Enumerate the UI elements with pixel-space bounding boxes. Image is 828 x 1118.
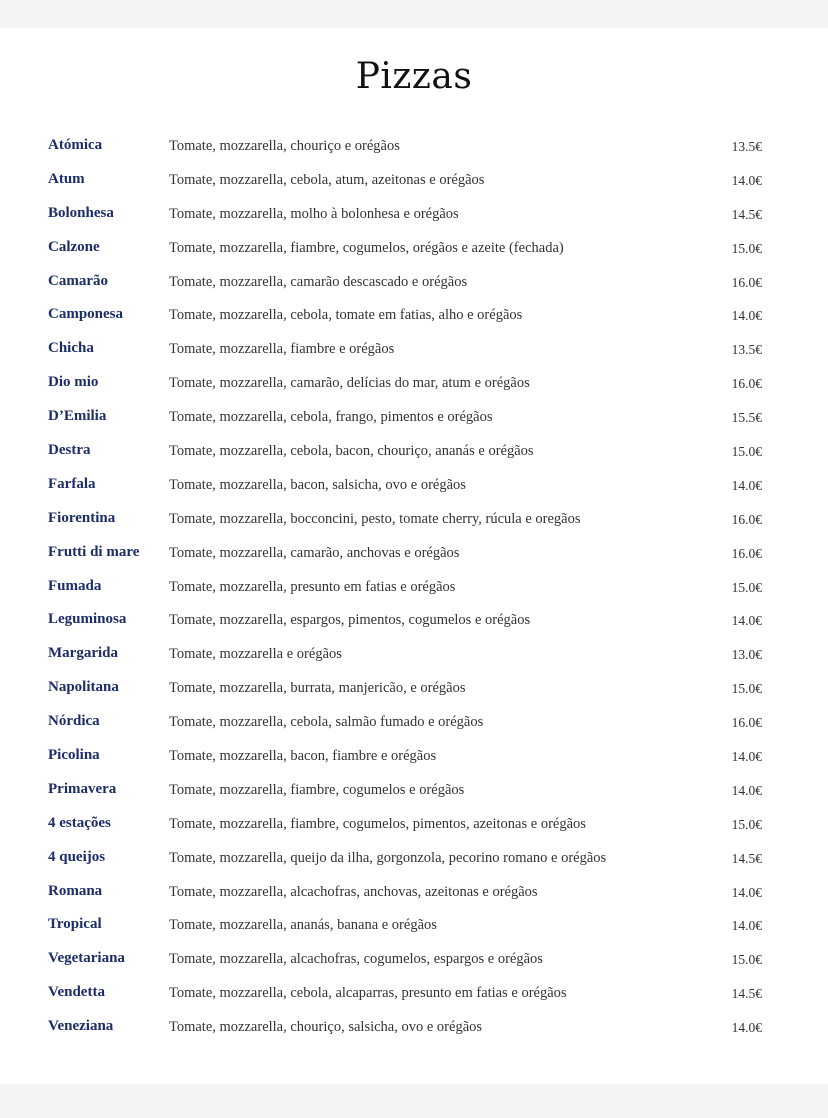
list-item bbox=[0, 1015, 828, 1049]
pizza-description: Tomate, mozzarella, fiambre e orégãos bbox=[169, 341, 395, 358]
list-item bbox=[0, 676, 828, 710]
pizza-price: 16.0€ bbox=[731, 376, 762, 392]
pizza-description: Tomate, mozzarella, bocconcini, pesto, tomate cherry, rúcula e oregãos bbox=[169, 510, 581, 527]
pizza-price: 14.5€ bbox=[731, 986, 762, 1002]
pizza-name: Dio mio bbox=[48, 374, 99, 391]
pizza-description: Tomate, mozzarella, camarão descascado e orégãos bbox=[169, 273, 468, 290]
pizza-name: Fiorentina bbox=[48, 509, 116, 526]
pizza-description: Tomate, mozzarella, cebola, salmão fumado e orégãos bbox=[169, 714, 484, 731]
pizza-price: 15.0€ bbox=[731, 579, 762, 595]
pizza-price: 14.0€ bbox=[731, 782, 762, 798]
pizza-name: Camponesa bbox=[48, 306, 124, 323]
pizza-description: Tomate, mozzarella, queijo da ilha, gorgonzola, pecorino romano e orégãos bbox=[169, 849, 607, 866]
pizza-name: Picolina bbox=[48, 747, 100, 764]
pizza-name: Veneziana bbox=[48, 1018, 114, 1035]
pizza-list bbox=[0, 134, 828, 1049]
pizza-price: 14.0€ bbox=[731, 172, 762, 188]
pizza-description: Tomate, mozzarella, chouriço, salsicha, ovo e orégãos bbox=[169, 1019, 483, 1036]
pizza-name: Napolitana bbox=[48, 679, 119, 696]
pizza-price: 15.0€ bbox=[731, 444, 762, 460]
pizza-price: 14.0€ bbox=[731, 749, 762, 765]
list-item bbox=[0, 473, 828, 507]
pizza-price: 15.0€ bbox=[731, 816, 762, 832]
pizza-price: 14.0€ bbox=[731, 1020, 762, 1036]
pizza-name: 4 estações bbox=[48, 814, 111, 831]
list-item bbox=[0, 981, 828, 1015]
pizza-price: 16.0€ bbox=[731, 274, 762, 290]
list-item bbox=[0, 744, 828, 778]
pizza-name: Vendetta bbox=[48, 984, 105, 1001]
pizza-name: Tropical bbox=[48, 916, 102, 933]
list-item bbox=[0, 880, 828, 914]
list-item bbox=[0, 812, 828, 846]
pizza-name: Vegetariana bbox=[48, 950, 125, 967]
list-item bbox=[0, 913, 828, 947]
pizza-name: Farfala bbox=[48, 475, 96, 492]
pizza-price: 14.0€ bbox=[731, 308, 762, 324]
pizza-name: Leguminosa bbox=[48, 611, 127, 628]
pizza-price: 14.5€ bbox=[731, 206, 762, 222]
list-item bbox=[0, 575, 828, 609]
pizza-price: 15.5€ bbox=[731, 410, 762, 426]
pizza-name: Romana bbox=[48, 882, 103, 899]
list-item bbox=[0, 236, 828, 270]
list-item bbox=[0, 405, 828, 439]
list-item bbox=[0, 202, 828, 236]
list-item bbox=[0, 947, 828, 981]
pizza-price: 15.0€ bbox=[731, 240, 762, 256]
pizza-description: Tomate, mozzarella, bacon, salsicha, ovo e orégãos bbox=[169, 476, 466, 493]
pizza-description: Tomate, mozzarella, camarão, delícias do mar, atum e orégãos bbox=[169, 375, 530, 392]
pizza-description: Tomate, mozzarella, cebola, frango, pimentos e orégãos bbox=[169, 409, 493, 426]
pizza-name: 4 queijos bbox=[48, 848, 106, 865]
pizza-name: D’Emilia bbox=[48, 408, 107, 425]
pizza-price: 16.0€ bbox=[731, 715, 762, 731]
pizza-price: 14.5€ bbox=[731, 850, 762, 866]
pizza-price: 14.0€ bbox=[731, 884, 762, 900]
pizza-name: Destra bbox=[48, 442, 91, 459]
list-item bbox=[0, 371, 828, 405]
pizza-name: Nórdica bbox=[48, 713, 100, 730]
pizza-description: Tomate, mozzarella e orégãos bbox=[169, 646, 342, 663]
menu-page bbox=[0, 28, 828, 1084]
pizza-description: Tomate, mozzarella, espargos, pimentos, cogumelos e orégãos bbox=[169, 612, 531, 629]
pizza-name: Bolonhesa bbox=[48, 204, 114, 221]
pizza-name: Margarida bbox=[48, 645, 118, 662]
pizza-description: Tomate, mozzarella, molho à bolonhesa e orégãos bbox=[169, 205, 459, 222]
pizza-description: Tomate, mozzarella, fiambre, cogumelos, orégãos e azeite (fechada) bbox=[169, 239, 564, 256]
list-item bbox=[0, 846, 828, 880]
list-item bbox=[0, 507, 828, 541]
pizza-name: Chicha bbox=[48, 340, 94, 357]
pizza-price: 16.0€ bbox=[731, 511, 762, 527]
pizza-description: Tomate, mozzarella, ananás, banana e orégãos bbox=[169, 917, 437, 934]
list-item bbox=[0, 134, 828, 168]
pizza-description: Tomate, mozzarella, fiambre, cogumelos, pimentos, azeitonas e orégãos bbox=[169, 815, 586, 832]
pizza-price: 15.0€ bbox=[731, 952, 762, 968]
pizza-description: Tomate, mozzarella, alcachofras, anchovas, azeitonas e orégãos bbox=[169, 883, 538, 900]
list-item bbox=[0, 778, 828, 812]
pizza-description: Tomate, mozzarella, burrata, manjericão, e orégãos bbox=[169, 680, 466, 697]
pizza-description: Tomate, mozzarella, cebola, alcaparras, presunto em fatias e orégãos bbox=[169, 985, 567, 1002]
pizza-price: 13.5€ bbox=[731, 342, 762, 358]
list-item bbox=[0, 710, 828, 744]
pizza-name: Atum bbox=[48, 170, 85, 187]
pizza-price: 13.0€ bbox=[731, 647, 762, 663]
pizza-description: Tomate, mozzarella, presunto em fatias e orégãos bbox=[169, 578, 456, 595]
pizza-price: 14.0€ bbox=[731, 918, 762, 934]
list-item bbox=[0, 303, 828, 337]
list-item bbox=[0, 541, 828, 575]
list-item bbox=[0, 270, 828, 304]
pizza-price: 14.0€ bbox=[731, 613, 762, 629]
list-item bbox=[0, 608, 828, 642]
pizza-name: Calzone bbox=[48, 238, 100, 255]
pizza-description: Tomate, mozzarella, bacon, fiambre e orégãos bbox=[169, 748, 437, 765]
page-title: Pizzas bbox=[355, 56, 473, 97]
list-item bbox=[0, 337, 828, 371]
pizza-name: Atómica bbox=[48, 137, 103, 153]
pizza-description: Tomate, mozzarella, cebola, atum, azeitonas e orégãos bbox=[169, 171, 485, 188]
pizza-description: Tomate, mozzarella, cebola, bacon, chouriço, ananás e orégãos bbox=[169, 443, 534, 460]
pizza-name: Frutti di mare bbox=[48, 543, 140, 560]
pizza-price: 16.0€ bbox=[731, 545, 762, 561]
list-item bbox=[0, 439, 828, 473]
pizza-description: Tomate, mozzarella, cebola, tomate em fatias, alho e orégãos bbox=[169, 307, 523, 324]
pizza-price: 14.0€ bbox=[731, 477, 762, 493]
pizza-description: Tomate, mozzarella, fiambre, cogumelos e orégãos bbox=[169, 781, 465, 798]
pizza-description: Tomate, mozzarella, alcachofras, cogumelos, espargos e orégãos bbox=[169, 951, 543, 968]
pizza-name: Primavera bbox=[48, 780, 117, 797]
pizza-name: Camarão bbox=[48, 272, 108, 289]
pizza-description: Tomate, mozzarella, chouriço e orégãos bbox=[169, 138, 400, 154]
pizza-price: 15.0€ bbox=[731, 681, 762, 697]
pizza-price: 13.5€ bbox=[731, 139, 762, 154]
pizza-name: Fumada bbox=[48, 577, 102, 594]
list-item bbox=[0, 642, 828, 676]
list-item bbox=[0, 168, 828, 202]
pizza-description: Tomate, mozzarella, camarão, anchovas e orégãos bbox=[169, 544, 460, 561]
